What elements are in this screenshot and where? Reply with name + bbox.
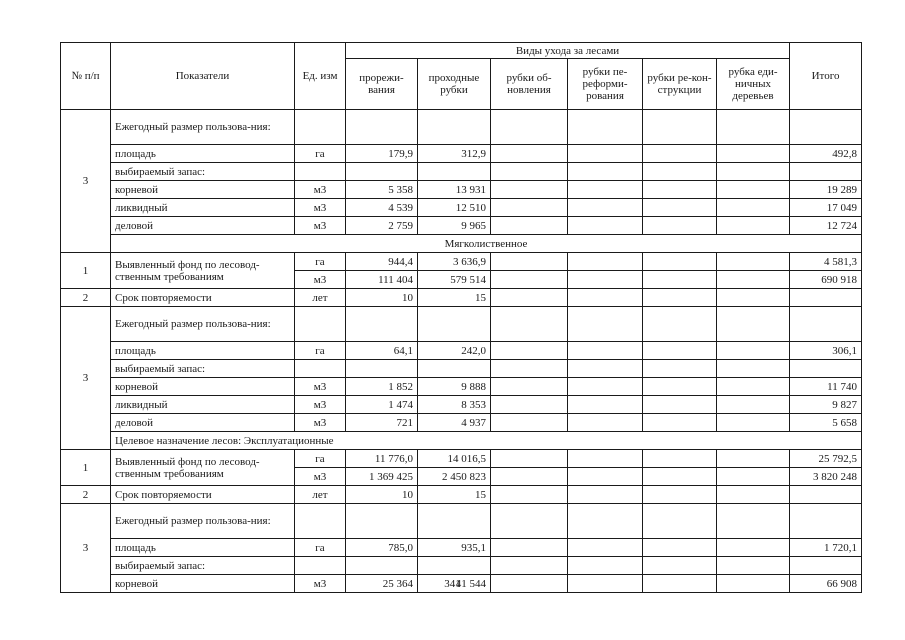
value-single-tree-cutting — [717, 396, 790, 414]
header-type: рубка еди-ничных деревьев — [717, 59, 790, 110]
indicator-cell: Срок повторяемости — [111, 289, 295, 307]
table-row — [61, 235, 862, 253]
value-renewal-cutting — [491, 110, 568, 145]
table-row — [61, 486, 862, 504]
value-reformation-cutting — [568, 199, 643, 217]
table-row — [61, 253, 862, 271]
value-single-tree-cutting — [717, 486, 790, 504]
value-thinning: 5 358 — [346, 181, 418, 199]
row-number: 3 — [61, 504, 111, 593]
indicator-cell: Выявленный фонд по лесовод-ственным требованиям — [111, 450, 295, 486]
value-single-tree-cutting — [717, 468, 790, 486]
value-passage-cutting: 41 544 — [418, 575, 491, 593]
value-renewal-cutting — [491, 253, 568, 271]
indicator-cell: деловой — [111, 414, 295, 432]
value-reconstruction-cutting — [643, 271, 717, 289]
table-row — [61, 378, 862, 396]
value-thinning: 111 404 — [346, 271, 418, 289]
unit-cell: м3 — [295, 181, 346, 199]
value-total: 1 720,1 — [790, 539, 862, 557]
value-passage-cutting: 12 510 — [418, 199, 491, 217]
indicator-cell: выбираемый запас: — [111, 557, 295, 575]
value-reformation-cutting — [568, 181, 643, 199]
unit-cell: га — [295, 145, 346, 163]
value-total — [790, 360, 862, 378]
unit-cell: м3 — [295, 575, 346, 593]
value-total: 66 908 — [790, 575, 862, 593]
value-renewal-cutting — [491, 342, 568, 360]
value-total: 19 289 — [790, 181, 862, 199]
unit-cell: м3 — [295, 378, 346, 396]
value-thinning: 179,9 — [346, 145, 418, 163]
value-reformation-cutting — [568, 145, 643, 163]
value-total — [790, 557, 862, 575]
value-total: 11 740 — [790, 378, 862, 396]
table-row — [61, 181, 862, 199]
unit-cell: м3 — [295, 271, 346, 289]
indicator-cell: корневой — [111, 575, 295, 593]
page-number: 341 — [444, 578, 461, 590]
value-single-tree-cutting — [717, 199, 790, 217]
indicator-cell: выбираемый запас: — [111, 360, 295, 378]
value-total: 690 918 — [790, 271, 862, 289]
value-total — [790, 110, 862, 145]
value-reconstruction-cutting — [643, 110, 717, 145]
unit-cell: м3 — [295, 217, 346, 235]
table-row — [61, 557, 862, 575]
value-renewal-cutting — [491, 468, 568, 486]
value-single-tree-cutting — [717, 289, 790, 307]
value-thinning — [346, 163, 418, 181]
row-number: 1 — [61, 450, 111, 486]
value-single-tree-cutting — [717, 414, 790, 432]
value-renewal-cutting — [491, 360, 568, 378]
value-total: 5 658 — [790, 414, 862, 432]
value-single-tree-cutting — [717, 450, 790, 468]
value-reconstruction-cutting — [643, 468, 717, 486]
value-passage-cutting: 4 937 — [418, 414, 491, 432]
value-single-tree-cutting — [717, 110, 790, 145]
header-type: рубки пе-реформи-рования — [568, 59, 643, 110]
value-passage-cutting — [418, 163, 491, 181]
value-single-tree-cutting — [717, 217, 790, 235]
value-renewal-cutting — [491, 271, 568, 289]
value-thinning — [346, 360, 418, 378]
unit-cell — [295, 307, 346, 342]
value-single-tree-cutting — [717, 504, 790, 539]
value-passage-cutting: 8 353 — [418, 396, 491, 414]
indicator-cell: Ежегодный размер пользова-ния: — [111, 307, 295, 342]
value-passage-cutting: 2 450 823 — [418, 468, 491, 486]
value-reconstruction-cutting — [643, 253, 717, 271]
value-total — [790, 307, 862, 342]
value-thinning: 11 776,0 — [346, 450, 418, 468]
unit-cell — [295, 163, 346, 181]
value-single-tree-cutting — [717, 253, 790, 271]
value-passage-cutting — [418, 504, 491, 539]
value-reformation-cutting — [568, 110, 643, 145]
value-reconstruction-cutting — [643, 414, 717, 432]
table-row — [61, 145, 862, 163]
unit-cell: га — [295, 450, 346, 468]
row-number: 3 — [61, 110, 111, 253]
unit-cell: га — [295, 253, 346, 271]
value-reformation-cutting — [568, 217, 643, 235]
value-reconstruction-cutting — [643, 199, 717, 217]
indicator-cell: корневой — [111, 378, 295, 396]
value-reconstruction-cutting — [643, 307, 717, 342]
value-thinning — [346, 557, 418, 575]
value-reformation-cutting — [568, 414, 643, 432]
value-renewal-cutting — [491, 450, 568, 468]
value-reformation-cutting — [568, 557, 643, 575]
value-thinning: 10 — [346, 289, 418, 307]
header-type: рубки ре-кон-струкции — [643, 59, 717, 110]
value-total: 25 792,5 — [790, 450, 862, 468]
value-thinning: 25 364 — [346, 575, 418, 593]
value-single-tree-cutting — [717, 539, 790, 557]
value-total: 3 820 248 — [790, 468, 862, 486]
value-total: 12 724 — [790, 217, 862, 235]
table-row — [61, 110, 862, 145]
value-reformation-cutting — [568, 504, 643, 539]
indicator-cell: Ежегодный размер пользова-ния: — [111, 504, 295, 539]
value-reformation-cutting — [568, 396, 643, 414]
header-type: прорежи-вания — [346, 59, 418, 110]
header-type: проходные рубки — [418, 59, 491, 110]
value-renewal-cutting — [491, 396, 568, 414]
section-title: Мягколиственное — [111, 235, 862, 253]
value-thinning: 944,4 — [346, 253, 418, 271]
table-row — [61, 217, 862, 235]
table-row — [61, 307, 862, 342]
row-number: 2 — [61, 486, 111, 504]
value-reconstruction-cutting — [643, 342, 717, 360]
value-renewal-cutting — [491, 289, 568, 307]
value-reformation-cutting — [568, 486, 643, 504]
value-total: 4 581,3 — [790, 253, 862, 271]
value-thinning: 1 369 425 — [346, 468, 418, 486]
value-renewal-cutting — [491, 378, 568, 396]
table-row — [61, 414, 862, 432]
table-row — [61, 432, 862, 450]
value-single-tree-cutting — [717, 181, 790, 199]
value-reformation-cutting — [568, 450, 643, 468]
value-single-tree-cutting — [717, 557, 790, 575]
value-total — [790, 163, 862, 181]
unit-cell: лет — [295, 289, 346, 307]
value-passage-cutting: 14 016,5 — [418, 450, 491, 468]
unit-cell: м3 — [295, 414, 346, 432]
value-reconstruction-cutting — [643, 450, 717, 468]
value-passage-cutting: 15 — [418, 289, 491, 307]
unit-cell: лет — [295, 486, 346, 504]
table-row — [61, 396, 862, 414]
table-row — [61, 342, 862, 360]
row-number: 3 — [61, 307, 111, 450]
value-passage-cutting: 9 965 — [418, 217, 491, 235]
value-reconstruction-cutting — [643, 181, 717, 199]
value-passage-cutting: 9 888 — [418, 378, 491, 396]
value-reformation-cutting — [568, 163, 643, 181]
value-thinning: 10 — [346, 486, 418, 504]
forest-care-table — [60, 42, 862, 593]
indicator-cell: площадь — [111, 342, 295, 360]
value-reconstruction-cutting — [643, 163, 717, 181]
value-passage-cutting: 579 514 — [418, 271, 491, 289]
indicator-cell: ликвидный — [111, 199, 295, 217]
row-number: 1 — [61, 253, 111, 289]
value-total: 306,1 — [790, 342, 862, 360]
value-reconstruction-cutting — [643, 289, 717, 307]
value-reconstruction-cutting — [643, 217, 717, 235]
value-reformation-cutting — [568, 271, 643, 289]
value-passage-cutting: 15 — [418, 486, 491, 504]
indicator-cell: выбираемый запас: — [111, 163, 295, 181]
header-num: № п/п — [61, 43, 111, 110]
value-thinning: 4 539 — [346, 199, 418, 217]
value-single-tree-cutting — [717, 307, 790, 342]
value-reformation-cutting — [568, 539, 643, 557]
value-single-tree-cutting — [717, 360, 790, 378]
unit-cell — [295, 110, 346, 145]
value-renewal-cutting — [491, 557, 568, 575]
value-reconstruction-cutting — [643, 360, 717, 378]
value-renewal-cutting — [491, 163, 568, 181]
value-total: 492,8 — [790, 145, 862, 163]
value-renewal-cutting — [491, 145, 568, 163]
table-header — [61, 43, 862, 110]
value-single-tree-cutting — [717, 342, 790, 360]
value-reformation-cutting — [568, 468, 643, 486]
value-passage-cutting — [418, 557, 491, 575]
table-row — [61, 539, 862, 557]
table-row — [61, 199, 862, 217]
value-passage-cutting: 3 636,9 — [418, 253, 491, 271]
value-single-tree-cutting — [717, 145, 790, 163]
value-passage-cutting — [418, 360, 491, 378]
header-type: рубки об-новления — [491, 59, 568, 110]
value-reformation-cutting — [568, 289, 643, 307]
value-reconstruction-cutting — [643, 378, 717, 396]
value-renewal-cutting — [491, 199, 568, 217]
value-thinning — [346, 110, 418, 145]
value-thinning: 64,1 — [346, 342, 418, 360]
header-indicator: Показатели — [111, 43, 295, 110]
header-unit: Ед. изм — [295, 43, 346, 110]
indicator-cell: площадь — [111, 145, 295, 163]
header-group: Виды ухода за лесами — [346, 43, 790, 59]
value-renewal-cutting — [491, 486, 568, 504]
value-passage-cutting: 242,0 — [418, 342, 491, 360]
table-body — [61, 110, 862, 593]
value-renewal-cutting — [491, 181, 568, 199]
value-passage-cutting: 13 931 — [418, 181, 491, 199]
value-single-tree-cutting — [717, 378, 790, 396]
value-reconstruction-cutting — [643, 557, 717, 575]
unit-cell: м3 — [295, 396, 346, 414]
value-total: 9 827 — [790, 396, 862, 414]
unit-cell: м3 — [295, 468, 346, 486]
value-reformation-cutting — [568, 307, 643, 342]
value-renewal-cutting — [491, 414, 568, 432]
table-row — [61, 450, 862, 468]
value-reformation-cutting — [568, 253, 643, 271]
value-passage-cutting: 312,9 — [418, 145, 491, 163]
value-thinning: 1 852 — [346, 378, 418, 396]
value-reconstruction-cutting — [643, 504, 717, 539]
indicator-cell: площадь — [111, 539, 295, 557]
value-total — [790, 504, 862, 539]
value-renewal-cutting — [491, 217, 568, 235]
unit-cell: га — [295, 342, 346, 360]
unit-cell — [295, 360, 346, 378]
value-thinning — [346, 504, 418, 539]
indicator-cell: Срок повторяемости — [111, 486, 295, 504]
value-renewal-cutting — [491, 504, 568, 539]
value-reformation-cutting — [568, 360, 643, 378]
value-reconstruction-cutting — [643, 396, 717, 414]
value-passage-cutting — [418, 307, 491, 342]
indicator-cell: Выявленный фонд по лесовод-ственным требованиям — [111, 253, 295, 289]
indicator-cell: Ежегодный размер пользова-ния: — [111, 110, 295, 145]
table-row — [61, 504, 862, 539]
unit-cell — [295, 504, 346, 539]
value-total — [790, 486, 862, 504]
value-total — [790, 289, 862, 307]
unit-cell: га — [295, 539, 346, 557]
indicator-cell: корневой — [111, 181, 295, 199]
indicator-cell: ликвидный — [111, 396, 295, 414]
value-reconstruction-cutting — [643, 145, 717, 163]
table-row — [61, 360, 862, 378]
value-single-tree-cutting — [717, 163, 790, 181]
value-total: 17 049 — [790, 199, 862, 217]
indicator-cell: деловой — [111, 217, 295, 235]
value-thinning: 2 759 — [346, 217, 418, 235]
header-total: Итого — [790, 43, 862, 110]
value-thinning: 1 474 — [346, 396, 418, 414]
value-reconstruction-cutting — [643, 486, 717, 504]
value-reconstruction-cutting — [643, 539, 717, 557]
value-reformation-cutting — [568, 342, 643, 360]
section-title: Целевое назначение лесов: Эксплуатационные — [111, 432, 862, 450]
value-passage-cutting: 935,1 — [418, 539, 491, 557]
value-thinning: 785,0 — [346, 539, 418, 557]
value-single-tree-cutting — [717, 271, 790, 289]
value-renewal-cutting — [491, 539, 568, 557]
value-thinning — [346, 307, 418, 342]
table-row — [61, 163, 862, 181]
value-reformation-cutting — [568, 378, 643, 396]
row-number: 2 — [61, 289, 111, 307]
value-passage-cutting — [418, 110, 491, 145]
table-row — [61, 289, 862, 307]
value-renewal-cutting — [491, 307, 568, 342]
value-thinning: 721 — [346, 414, 418, 432]
unit-cell: м3 — [295, 199, 346, 217]
unit-cell — [295, 557, 346, 575]
